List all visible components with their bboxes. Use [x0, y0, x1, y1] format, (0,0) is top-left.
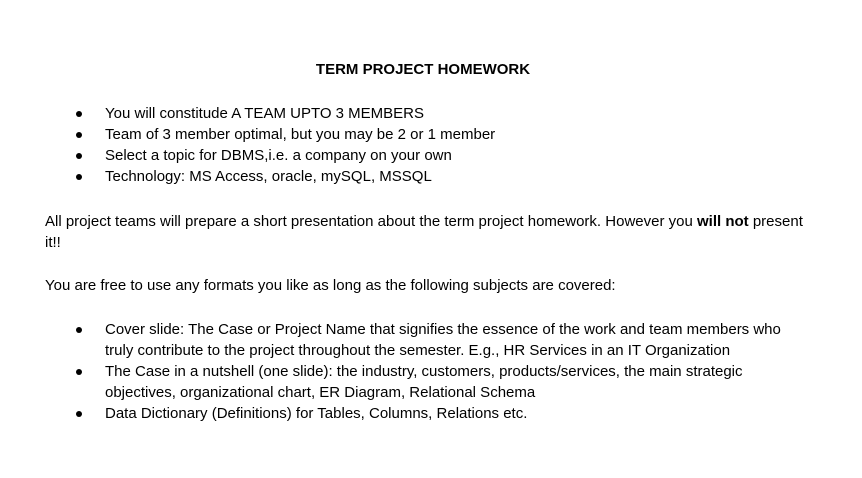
list-item: [0, 403, 800, 424]
bullet-icon: [76, 411, 82, 417]
bullet-icon: [76, 132, 82, 138]
presentation-text-bold: will not: [696, 213, 749, 230]
list-item: [0, 166, 800, 187]
list-item: [0, 124, 800, 145]
formats-paragraph: You are free to use any formats you like as long as the following subjects are covered:: [45, 277, 616, 294]
list-item-text: Data Dictionary (Definitions) for Tables, Columns, Relations etc.: [105, 405, 528, 422]
document-title: TERM PROJECT HOMEWORK: [315, 61, 531, 78]
list-item-text: The Case in a nutshell (one slide): the industry, customers, products/services, the main strategic objectives, organizational chart, ER Diagram, Relational Schema: [105, 363, 743, 401]
presentation-text-start: All project teams will prepare a short presentation about the term project homework. However you: [45, 213, 697, 230]
bullet-icon: [76, 369, 82, 375]
list-item: [0, 145, 800, 166]
bullet-icon: [76, 327, 82, 333]
bullet-icon: [76, 111, 82, 117]
list-item-text: Select a topic for DBMS,i.e. a company on your own: [105, 147, 452, 164]
list-item-text: Team of 3 member optimal, but you may be 2 or 1 member: [105, 126, 496, 143]
list-item-text: Cover slide: The Case or Project Name that signifies the essence of the work and team members who truly contribute to the project throughout the semester. E.g., HR Services in an IT Organization: [105, 321, 781, 359]
list-item: [0, 103, 800, 124]
bullet-icon: [76, 153, 82, 159]
presentation-text-end: present it!!: [45, 213, 803, 251]
list-item: [0, 319, 800, 361]
list-item-text: You will constitude A TEAM UPTO 3 MEMBERS: [105, 105, 425, 122]
list-item-text: Technology: MS Access, oracle, mySQL, MSSQL: [105, 168, 432, 185]
presentation-paragraph: [45, 211, 805, 253]
bullet-icon: [76, 174, 82, 180]
subjects-list: [0, 319, 800, 424]
list-item: [0, 361, 800, 403]
team-requirements-list: [0, 103, 800, 187]
